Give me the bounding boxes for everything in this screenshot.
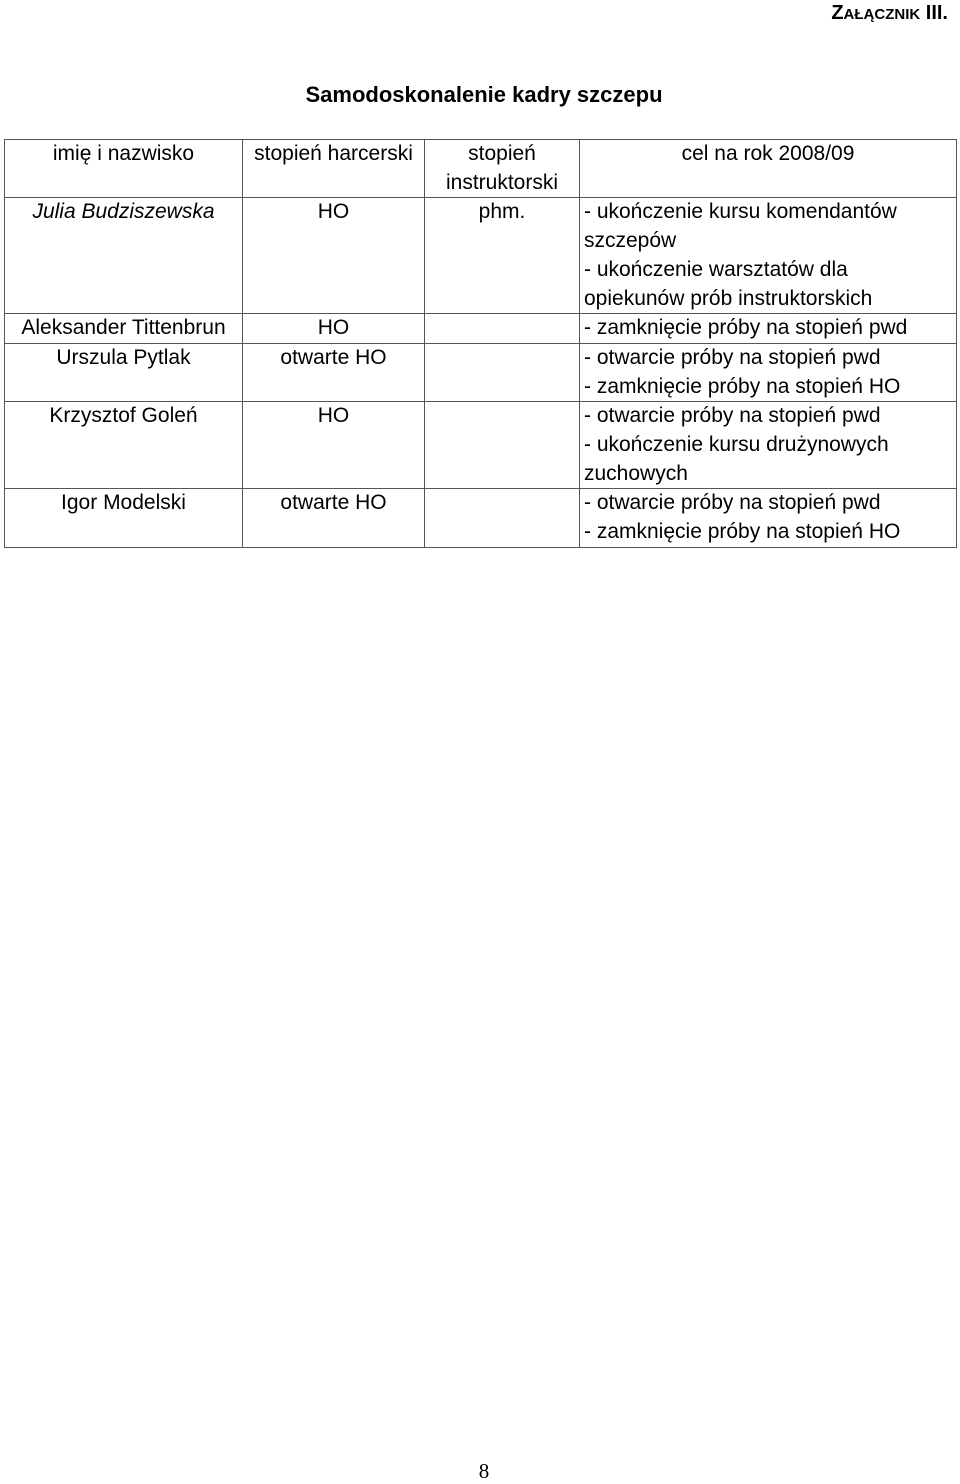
cadre-table bbox=[4, 139, 957, 548]
page-number: 8 bbox=[478, 1459, 490, 1483]
cell-name: Julia Budziszewska bbox=[5, 198, 243, 314]
cell-goal: - otwarcie próby na stopień pwd - zamknięcie próby na stopień HO bbox=[580, 489, 957, 547]
table-row bbox=[5, 489, 957, 547]
document-title: Samodoskonalenie kadry szczepu bbox=[305, 82, 663, 107]
cell-name: Krzysztof Goleń bbox=[5, 402, 243, 489]
annex-word: AŁĄCZNIK bbox=[843, 6, 921, 23]
header-instructor-rank: stopień instruktorski bbox=[425, 140, 580, 198]
cell-name: Urszula Pytlak bbox=[5, 343, 243, 401]
cell-scout-rank: HO bbox=[243, 402, 425, 489]
table-row bbox=[5, 402, 957, 489]
annex-label bbox=[831, 2, 948, 25]
annex-first-letter: Z bbox=[831, 2, 844, 24]
annex-numeral: III. bbox=[925, 2, 948, 24]
cell-scout-rank: HO bbox=[243, 314, 425, 344]
cell-scout-rank: otwarte HO bbox=[243, 343, 425, 401]
cell-goal: - otwarcie próby na stopień pwd - zamknięcie próby na stopień HO bbox=[580, 343, 957, 401]
cell-scout-rank: otwarte HO bbox=[243, 489, 425, 547]
cell-goal: - ukończenie kursu komendantów szczepów - ukończenie warsztatów dla opiekunów prób instruktorskich bbox=[580, 198, 957, 314]
table-row bbox=[5, 314, 957, 344]
table-header-row bbox=[5, 140, 957, 198]
header-scout-rank: stopień harcerski bbox=[243, 140, 425, 198]
cell-scout-rank: HO bbox=[243, 198, 425, 314]
table-row bbox=[5, 343, 957, 401]
table-row bbox=[5, 198, 957, 314]
cell-instructor-rank bbox=[425, 402, 580, 489]
cell-name: Aleksander Tittenbrun bbox=[5, 314, 243, 344]
cell-instructor-rank: phm. bbox=[425, 198, 580, 314]
cell-goal: - otwarcie próby na stopień pwd - ukończenie kursu drużynowych zuchowych bbox=[580, 402, 957, 489]
cell-instructor-rank bbox=[425, 489, 580, 547]
cell-instructor-rank bbox=[425, 343, 580, 401]
header-goal: cel na rok 2008/09 bbox=[580, 140, 957, 198]
cell-goal: - zamknięcie próby na stopień pwd bbox=[580, 314, 957, 344]
cell-name: Igor Modelski bbox=[5, 489, 243, 547]
header-name: imię i nazwisko bbox=[5, 140, 243, 198]
cell-instructor-rank bbox=[425, 314, 580, 344]
